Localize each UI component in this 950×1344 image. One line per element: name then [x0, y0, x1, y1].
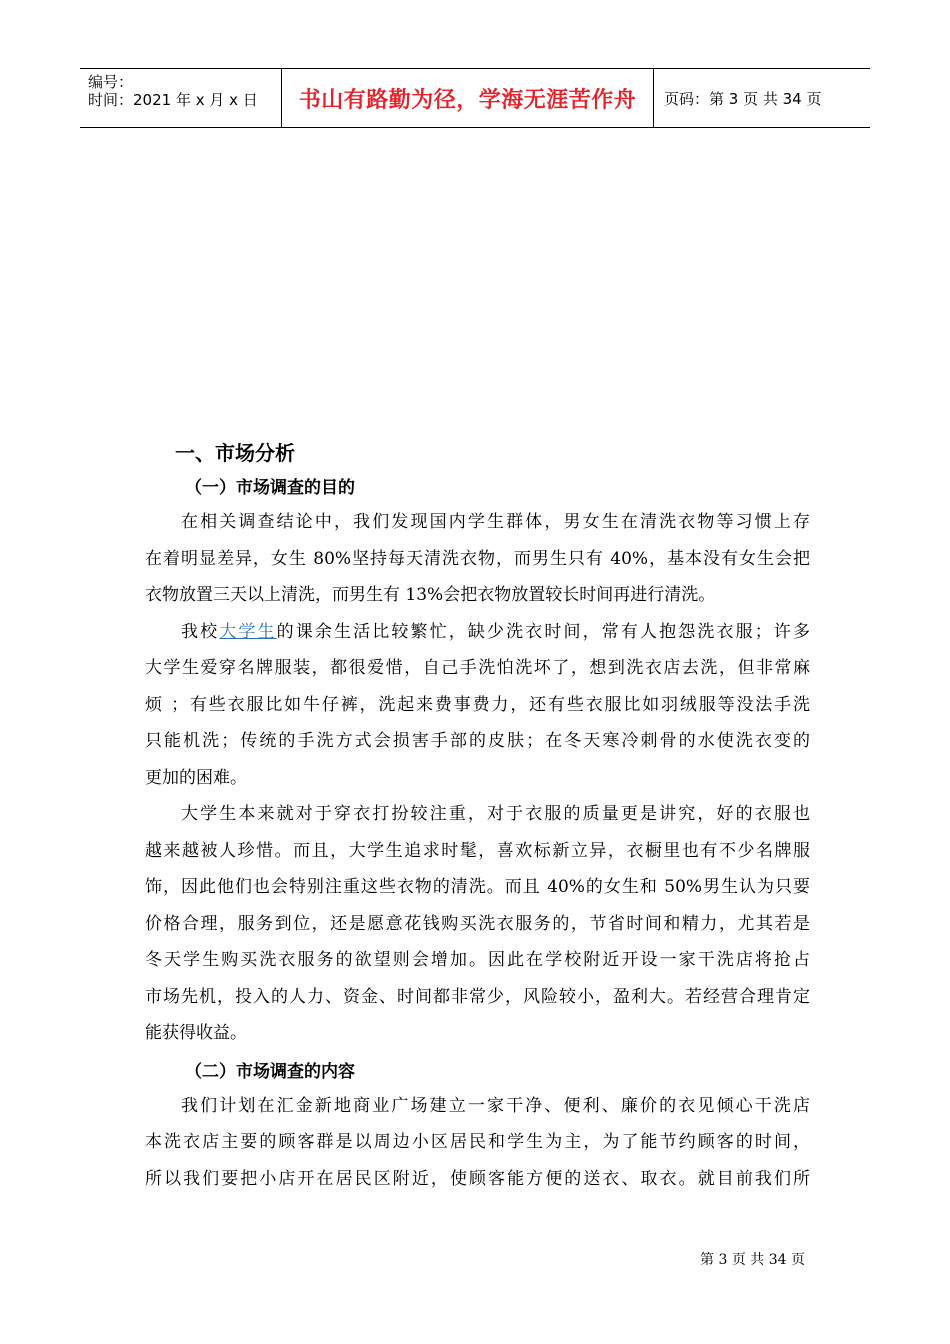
subsection-title-purpose: （一）市场调查的目的 [185, 478, 355, 498]
paragraph-line: 只能机洗；传统的手洗方式会损害手部的皮肤；在冬天寒冷刺骨的水使洗衣变的 [145, 731, 810, 751]
header-page-cell [654, 69, 870, 127]
header-motto-cell [282, 69, 654, 127]
paragraph-2 [145, 614, 810, 797]
paragraph-line: 大学生爱穿名牌服装，都很爱惜，自己手洗怕洗坏了，想到洗衣店去洗，但非常麻 [145, 658, 810, 678]
paragraph-line: 在相关调查结论中，我们发现国内学生群体，男女生在清洗衣物等习惯上存 [181, 512, 810, 532]
paragraph-line: 冬天学生购买洗衣服务的欲望则会增加。因此在学校附近开设一家干洗店将抢占 [145, 950, 810, 970]
paragraph-line: 本洗衣店主要的顾客群是以周边小区居民和学生为主，为了能节约顾客的时间， [145, 1132, 810, 1152]
college-students-link[interactable]: 大学生 [219, 621, 277, 642]
page-footer: 第 3 页 共 34 页 [700, 1252, 805, 1268]
paragraph-1 [145, 504, 810, 614]
time-label: 时间：2021 年 x 月 x 日 [88, 91, 258, 109]
paragraph-text: 的课余生活比较繁忙，缺少洗衣时间，常有人抱怨洗衣服；许多 [276, 621, 810, 642]
paragraph-line: 市场先机，投入的人力、资金、时间都非常少，风险较小，盈利大。若经营合理肯定 [145, 986, 810, 1007]
paragraph-line: 烦 ；有些衣服比如牛仔裤，洗起来费事费力，还有些衣服比如羽绒服等没法手洗 [145, 694, 810, 715]
paragraph-line: 大学生本来就对于穿衣打扮较注重，对于衣服的质量更是讲究，好的衣服也 [181, 804, 810, 824]
paragraph-line: 衣物放置三天以上清洗，而男生有 13%会把衣物放置较长时间再进行清洗。 [145, 585, 716, 605]
paragraph-4 [145, 1088, 810, 1198]
page-label: 页码：第 3 页 共 34 页 [664, 89, 822, 108]
paragraph-line [145, 614, 810, 651]
paragraph-line: 在着明显差异，女生 80%坚持每天清洗衣物，而男生只有 40%，基本没有女生会把 [145, 548, 810, 569]
paragraph-3 [145, 796, 810, 1052]
subsection-title-content: （二）市场调查的内容 [185, 1061, 355, 1082]
motto-text: 书山有路勤为径，学海无涯苦作舟 [298, 87, 637, 113]
paragraph-line: 越来越被人珍惜。而且，大学生追求时髦，喜欢标新立异，衣橱里也有不少名牌服 [145, 840, 810, 861]
section-title: 一、市场分析 [175, 441, 295, 465]
paragraph-line: 饰，因此他们也会特别注重这些衣物的清洗。而且 40%的女生和 50%男生认为只要 [145, 877, 810, 897]
paragraph-text: 我校 [181, 621, 220, 642]
number-label: 编号： [88, 73, 134, 91]
paragraph-line: 能获得收益。 [145, 1023, 247, 1043]
document-header [80, 68, 870, 128]
paragraph-line: 我们计划在汇金新地商业广场建立一家干净、便利、廉价的衣见倾心干洗店 [181, 1095, 810, 1116]
header-meta-cell [80, 69, 282, 127]
paragraph-line: 价格合理，服务到位，还是愿意花钱购买洗衣服务的，节省时间和精力，尤其若是 [145, 913, 810, 934]
paragraph-line: 所以我们要把小店开在居民区附近，使顾客能方便的送衣、取衣。就目前我们所 [145, 1168, 810, 1189]
paragraph-line: 更加的困难。 [145, 767, 247, 788]
document-body [145, 438, 810, 1197]
